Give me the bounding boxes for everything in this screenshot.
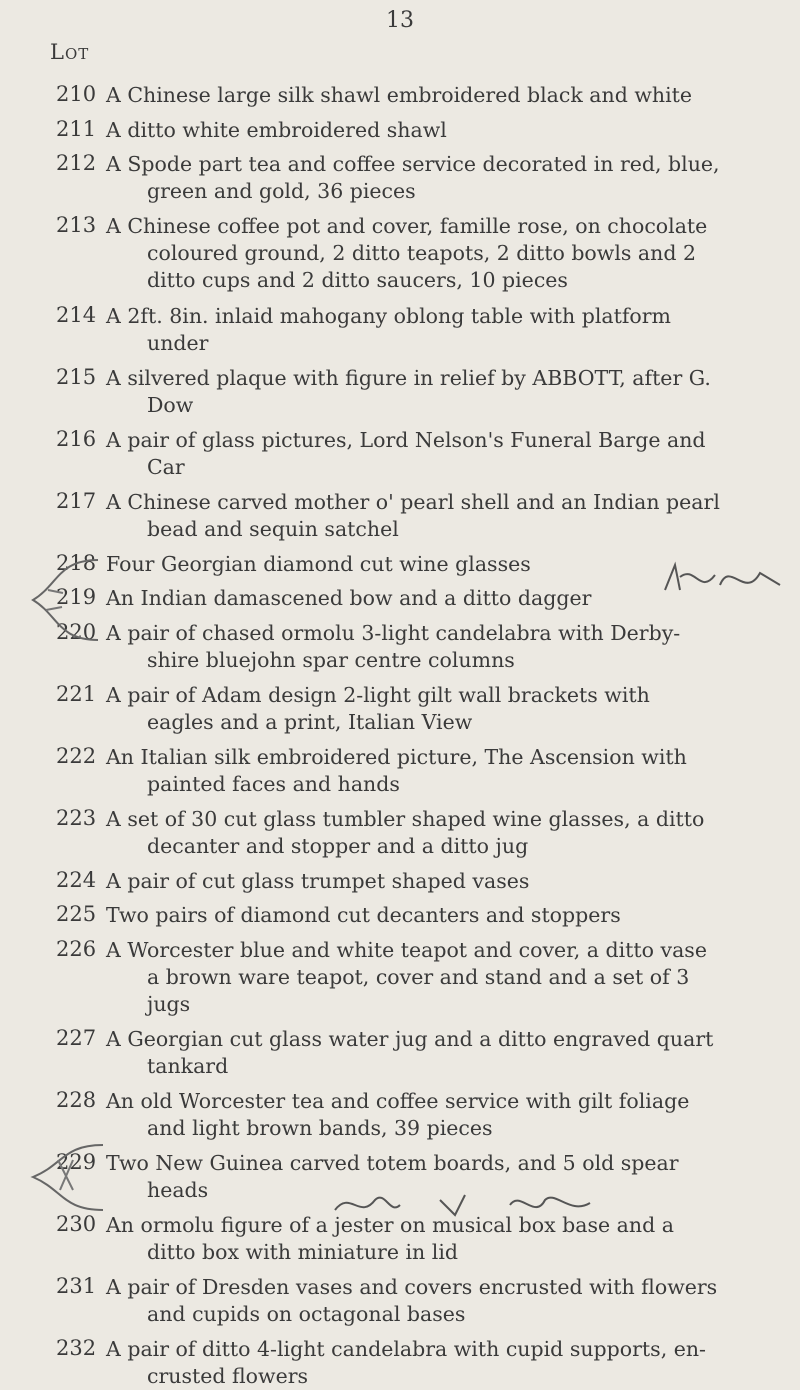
handwritten-mark-icon xyxy=(660,555,790,605)
description-line: tankard xyxy=(147,1054,229,1079)
lot-description xyxy=(106,744,786,798)
lot-description xyxy=(106,1026,786,1080)
lot-description xyxy=(106,427,786,481)
description-line: Two pairs of diamond cut decanters and stoppers xyxy=(106,903,621,928)
lot-number: 223 xyxy=(56,805,97,830)
lot-number: 217 xyxy=(56,488,97,513)
description-line: An old Worcester tea and coffee service with gilt foliage xyxy=(106,1089,690,1114)
handwritten-mark-icon xyxy=(330,1185,630,1225)
description-line: Dow xyxy=(147,392,194,417)
description-line: An Italian silk embroidered picture, The Ascension with xyxy=(106,744,687,769)
description-line: A Worcester blue and white teapot and cover, a ditto vase xyxy=(106,938,707,962)
description-line: eagles and a print, Italian View xyxy=(147,709,473,734)
description-line: An ormolu figure of a jester on musical box base and a xyxy=(106,1213,674,1238)
lot-description xyxy=(106,151,786,205)
lot-number: 222 xyxy=(56,743,97,768)
lot-description xyxy=(106,1088,786,1142)
lot-description xyxy=(106,806,786,860)
pencil-bracket-icon xyxy=(18,1140,113,1215)
description-line: heads xyxy=(147,1178,209,1203)
lot-description xyxy=(106,365,786,419)
lot-column-header: Lot xyxy=(50,40,90,64)
description-line: A pair of ditto 4-light candelabra with cupid supports, en- xyxy=(106,1337,706,1362)
description-line: shire bluejohn spar centre columns xyxy=(147,647,515,672)
description-line: A pair of Adam design 2-light gilt wall brackets with xyxy=(106,682,650,707)
lot-number: 211 xyxy=(56,116,97,141)
description-line: Two New Guinea carved totem boards, and 5 old spear xyxy=(106,1151,679,1176)
lot-number: 226 xyxy=(56,937,97,961)
description-line: A silvered plaque with figure in relief by ABBOTT, after G. xyxy=(106,365,711,390)
description-line: ditto box with miniature in lid xyxy=(147,1240,458,1265)
description-line: A pair of cut glass trumpet shaped vases xyxy=(106,868,530,893)
description-line: and light brown bands, 39 pieces xyxy=(147,1116,493,1141)
lot-description xyxy=(106,937,786,1018)
lot-number: 231 xyxy=(56,1274,97,1299)
description-line: A Chinese large silk shawl embroidered black and white xyxy=(106,83,693,107)
description-line: decanter and stopper and a ditto jug xyxy=(147,833,529,858)
lot-number: 220 xyxy=(56,619,97,644)
page-number: 13 xyxy=(386,8,414,33)
description-line: ditto cups and 2 ditto saucers, 10 pieces xyxy=(147,268,568,293)
description-line: A Chinese coffee pot and cover, famille rose, on chocolate xyxy=(106,214,708,239)
description-line: A pair of chased ormolu 3-light candelabra with Derby- xyxy=(106,620,681,645)
description-line: A Georgian cut glass water jug and a ditto engraved quart xyxy=(106,1027,714,1052)
description-line: Four Georgian diamond cut wine glasses xyxy=(106,551,531,576)
description-line: bead and sequin satchel xyxy=(147,516,399,541)
lot-description xyxy=(106,902,786,929)
pencil-bracket-icon xyxy=(18,555,108,645)
lot-number: 232 xyxy=(56,1336,97,1361)
description-line: A set of 30 cut glass tumbler shaped wine glasses, a ditto xyxy=(106,806,705,831)
description-line: A 2ft. 8in. inlaid mahogany oblong table with platform xyxy=(106,303,672,328)
lot-number: 228 xyxy=(56,1088,97,1113)
lot-description xyxy=(106,303,786,357)
lot-description xyxy=(106,213,786,294)
description-line: A Spode part tea and coffee service decorated in red, blue, xyxy=(106,152,720,177)
description-line: painted faces and hands xyxy=(147,771,400,796)
lot-number: 214 xyxy=(56,302,97,327)
description-line: green and gold, 36 pieces xyxy=(147,179,416,204)
lot-number: 215 xyxy=(56,364,97,389)
lot-number: 218 xyxy=(56,550,97,575)
description-line: A pair of Dresden vases and covers encrusted with flowers xyxy=(106,1275,718,1300)
description-line: coloured ground, 2 ditto teapots, 2 ditto bowls and 2 xyxy=(147,241,697,266)
description-line: A ditto white embroidered shawl xyxy=(106,117,447,142)
description-line: A Chinese carved mother o' pearl shell and an Indian pearl xyxy=(106,489,720,514)
description-line: jugs xyxy=(147,992,191,1016)
lot-description xyxy=(106,620,786,674)
lot-description xyxy=(106,117,786,144)
description-line: crusted flowers xyxy=(147,1364,309,1389)
lot-description xyxy=(106,1274,786,1328)
lot-description xyxy=(106,868,786,895)
lot-description xyxy=(106,1336,786,1390)
lot-number: 210 xyxy=(56,82,97,106)
description-line: and cupids on octagonal bases xyxy=(147,1302,466,1327)
description-line: An Indian damascened bow and a ditto dagger xyxy=(106,586,592,611)
lot-number: 229 xyxy=(56,1150,97,1175)
description-line: under xyxy=(147,330,209,355)
description-line: A pair of glass pictures, Lord Nelson's Funeral Barge and xyxy=(106,427,706,452)
description-line: a brown ware teapot, cover and stand and a set of 3 xyxy=(147,965,690,989)
lot-number: 213 xyxy=(56,213,97,238)
lot-number: 225 xyxy=(56,902,97,927)
lot-number: 224 xyxy=(56,867,97,892)
lot-number: 216 xyxy=(56,426,97,451)
description-line: Car xyxy=(147,454,185,479)
lot-number: 221 xyxy=(56,681,97,706)
lot-description xyxy=(106,82,786,109)
lot-number: 212 xyxy=(56,151,97,176)
lot-number: 227 xyxy=(56,1026,97,1051)
lot-number: 230 xyxy=(56,1212,97,1237)
lot-description xyxy=(106,682,786,736)
lot-description xyxy=(106,489,786,543)
lot-number: 219 xyxy=(56,585,97,610)
